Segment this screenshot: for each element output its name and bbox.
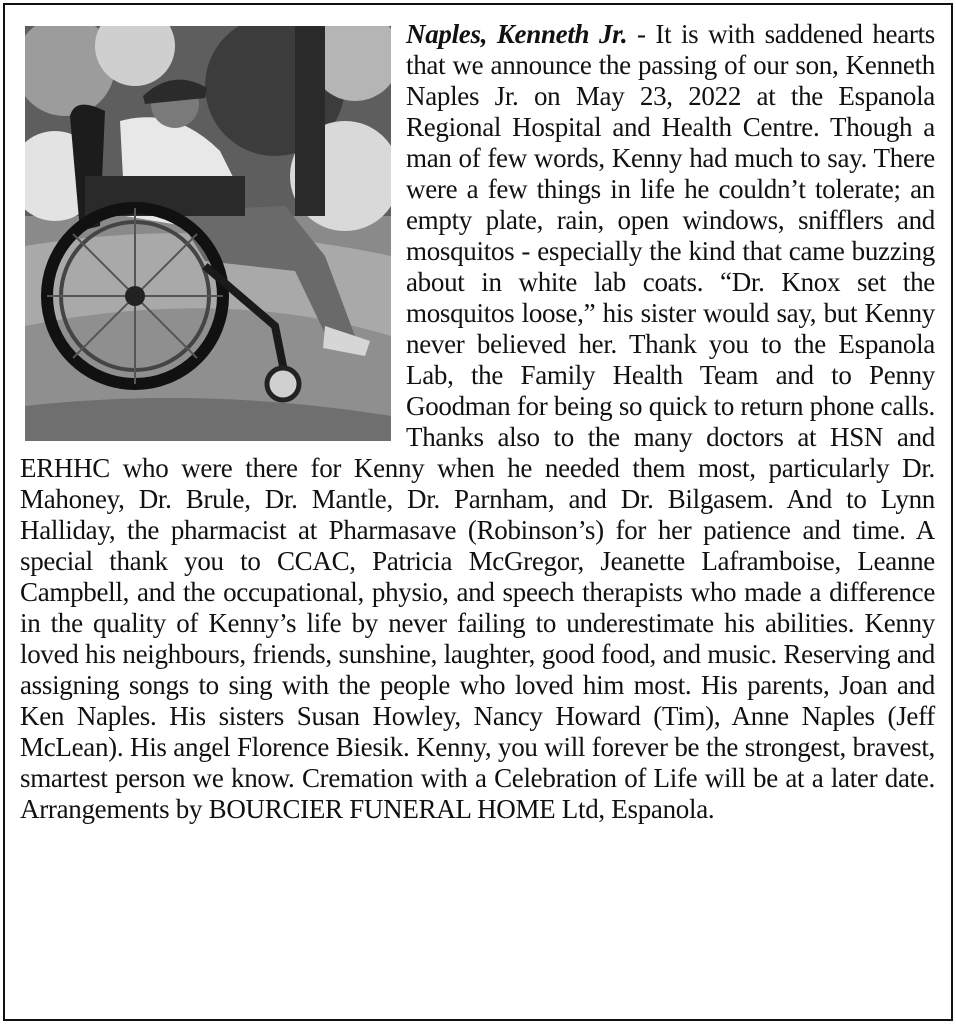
obituary-body: - It is with saddened hearts that we announce the passing of our son, Kenneth Naples Jr. on May 23, 2022 at the Espanola Regional Hospital and Health Centre. Though a man of few words, Kenny had much to say. There were a few things in life he couldn’t tolerate; an empty plate, rain, open windows, snifflers and mosquitos - especially the kind that came buzzing about in white lab coats. “Dr. Knox set the mosquitos loose,” his sister would say, but Kenny never believed her. Thank you to the Espanola Lab, the Family Health Team and to Penny Goodman for being so quick to return phone calls. Thanks also to the many doctors at HSN and ERHHC who were there for Kenny when he needed them most, particularly Dr. Mahoney, Dr. Brule, Dr. Mantle, Dr. Parnham, and Dr. Bilgasem. And to Lynn Halliday, the pharmacist at Pharmasave (Robinson’s) for her patience and time. A special thank you to CCAC, Patricia McGregor, Jeanette Laframboise, Leanne Campbell, and the occupational, physio, and speech therapists who made a difference in the quality of Kenny’s life by never failing to underestimate his abilities. Kenny loved his neighbours, friends, sunshine, laughter, good food, and music. Reserving and assigning songs to sing with the people who loved him most. His parents, Joan and Ken Naples. His sisters Susan Howley, Nancy Howard (Tim), Anne Naples (Jeff McLean). His angel Florence Biesik. Kenny, you will forever be the strongest, bravest, smartest person we know. Cremation with a Celebration of Life will be at a later date. Arrangements by BOURCIER FUNERAL HOME Ltd, Espanola.: [20, 19, 935, 824]
obituary-text: [20, 19, 935, 825]
photo-spacer: [20, 19, 406, 437]
deceased-name: Naples, Kenneth Jr.: [406, 19, 628, 49]
